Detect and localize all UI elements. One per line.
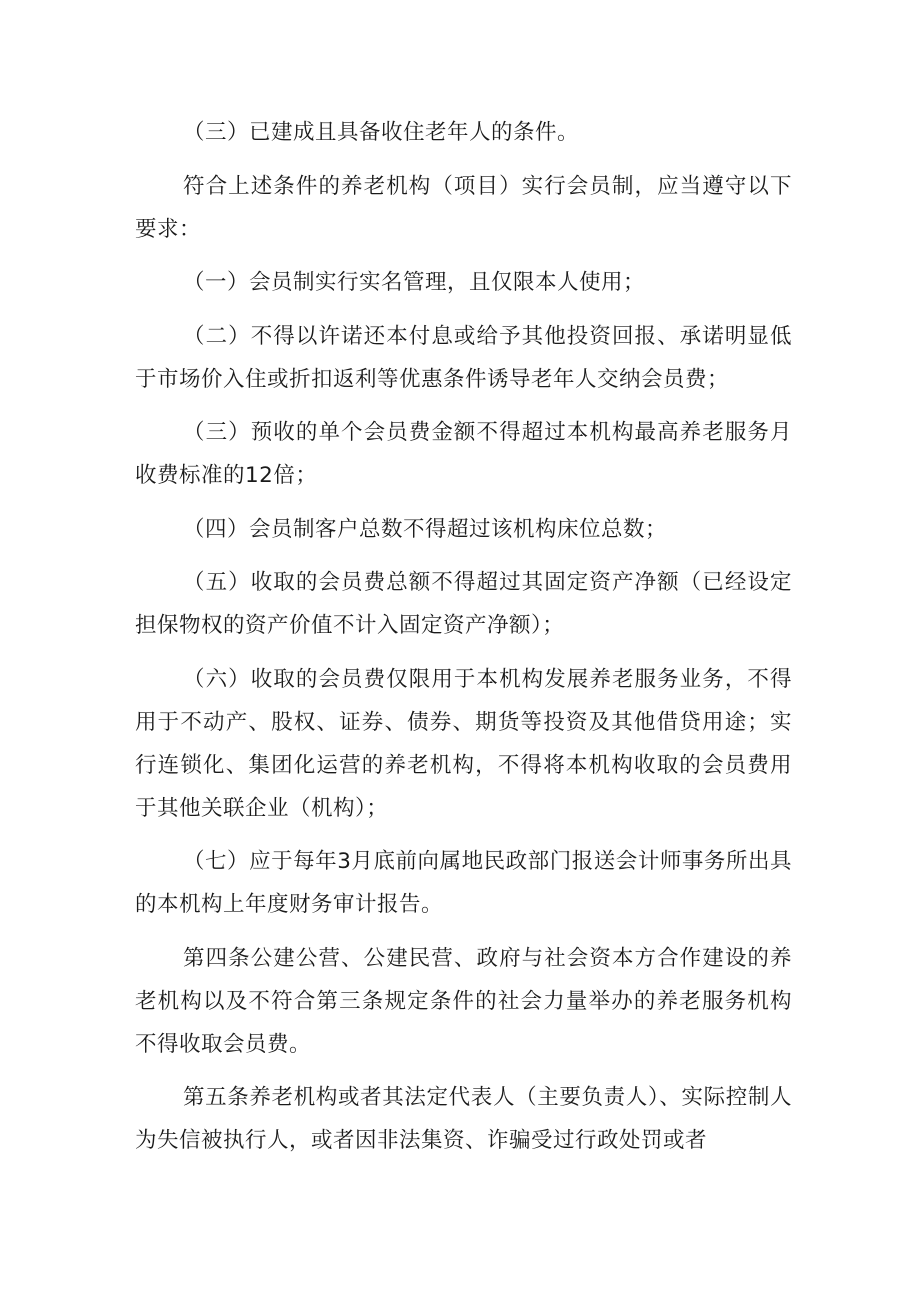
document-body: [135, 111, 792, 1173]
paragraph-requirement-7: （七）应于每年3月底前向属地民政部门报送会计师事务所出具的本机构上年度财务审计报告。: [135, 849, 792, 917]
paragraph-membership-requirements-intro: 符合上述条件的养老机构（项目）实行会员制，应当遵守以下要求：: [135, 173, 792, 242]
paragraph-article-5: 第五条养老机构或者其法定代表人（主要负责人）、实际控制人为失信被执行人，或者因非法集资、诈骗受过行政处罚或者: [135, 1085, 792, 1153]
paragraph-requirement-1: （一）会员制实行实名管理，且仅限本人使用；: [183, 270, 646, 295]
paragraph-requirement-6: （六）收取的会员费仅限用于本机构发展养老服务业务，不得用于不动产、股权、证券、债券、期货等投资及其他借贷用途；实行连锁化、集团化运营的养老机构，不得将本机构收取的会员费用于其他关联企业（机构）；: [135, 666, 792, 821]
paragraph-requirement-4: （四）会员制客户总数不得超过该机构床位总数；: [183, 516, 668, 542]
paragraph-requirement-5: （五）收取的会员费总额不得超过其固定资产净额（已经设定担保物权的资产价值不计入固定资产净额）；: [135, 570, 792, 638]
paragraph-condition-3: （三）已建成且具备收住老年人的条件。: [183, 120, 580, 145]
paragraph-requirement-3: （三）预收的单个会员费金额不得超过本机构最高养老服务月收费标准的12倍；: [135, 420, 792, 488]
paragraph-article-4: 第四条公建公营、公建民营、政府与社会资本方合作建设的养老机构以及不符合第三条规定条件的社会力量举办的养老服务机构不得收取会员费。: [135, 945, 792, 1057]
paragraph-requirement-2: （二）不得以许诺还本付息或给予其他投资回报、承诺明显低于市场价入住或折扣返利等优惠条件诱导老年人交纳会员费；: [135, 323, 792, 392]
